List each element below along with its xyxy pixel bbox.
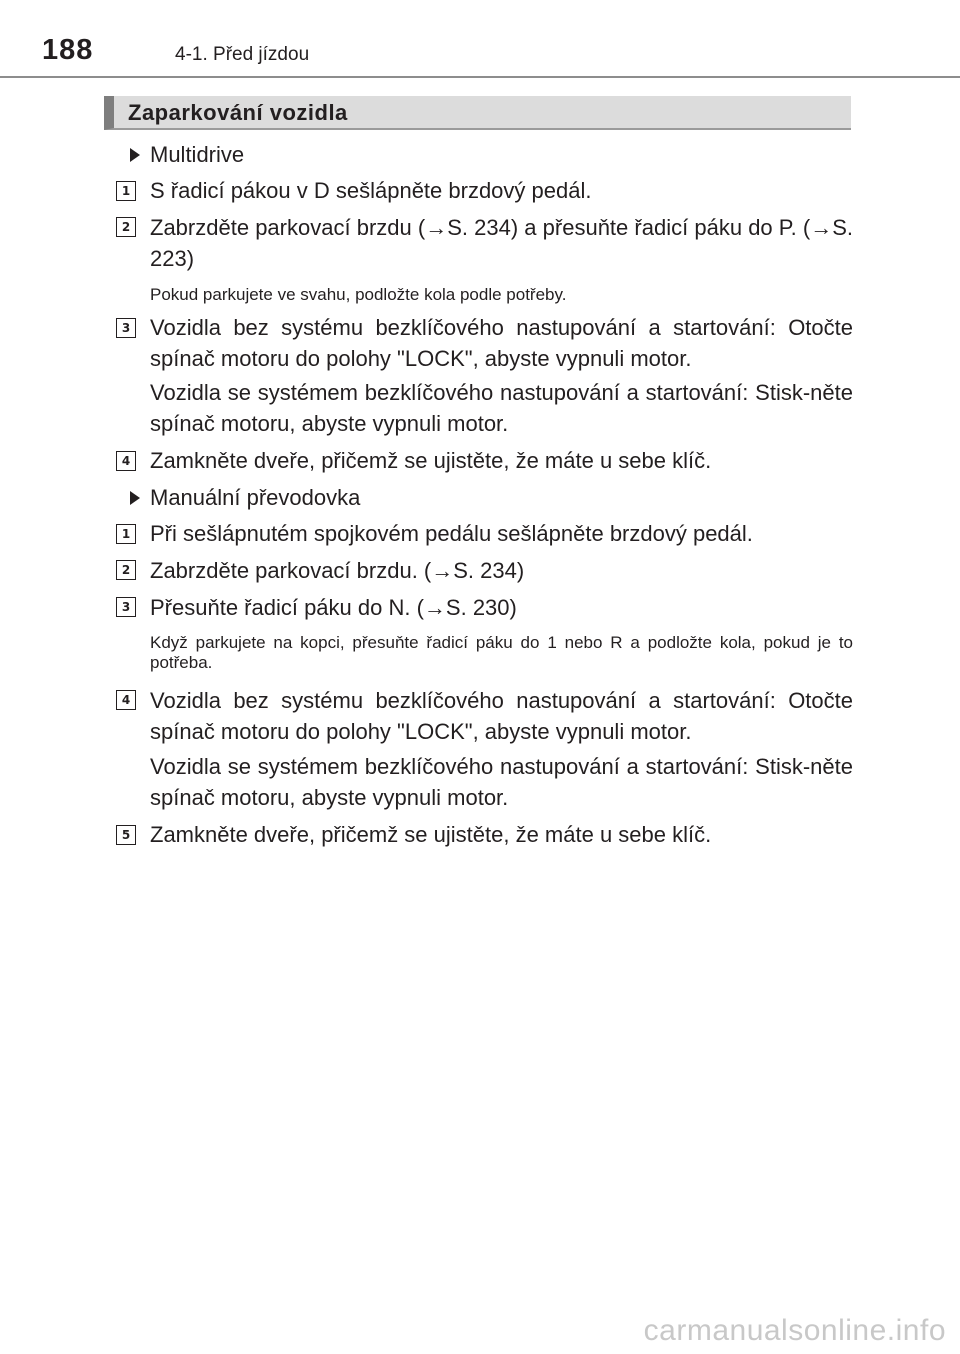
page-header — [0, 0, 960, 80]
watermark-text: carmanualsonline.info — [643, 1314, 946, 1347]
note-text: Když parkujete na kopci, přesuňte řadicí páku do 1 nebo R a podložte kola, pokud je to potřeba. — [150, 633, 853, 672]
step-text: Při sešlápnutém spojkovém pedálu sešlápněte brzdový pedál. — [150, 521, 753, 546]
step-extra-text: Vozidla se systémem bezklíčového nastupování a startování: Stisk-něte spínač motoru, abyste vypnuli motor. — [150, 754, 853, 810]
step-number: 1 — [116, 524, 136, 544]
step-text: Zamkněte dveře, přičemž se ujistěte, že máte u sebe klíč. — [150, 448, 712, 473]
subheading-text: Manuální převodovka — [150, 485, 361, 510]
chapter-title: 4-1. Před jízdou — [175, 44, 310, 65]
section-title: Zaparkování vozidla — [128, 100, 348, 125]
step-text: Zabrzděte parkovací brzdu. (→S. 234) — [150, 558, 525, 583]
triangle-bullet-icon — [130, 148, 140, 162]
step-text: S řadicí pákou v D sešlápněte brzdový pedál. — [150, 178, 592, 203]
note-text: Pokud parkujete ve svahu, podložte kola podle potřeby. — [150, 285, 567, 304]
section-heading-bar — [104, 96, 851, 130]
step-text: Vozidla bez systému bezklíčového nastupování a startování: Otočte spínač motoru do polohy "LOCK", abyste vypnuli motor. — [150, 688, 853, 744]
step-number: 2 — [116, 560, 136, 580]
step-text: Vozidla bez systému bezklíčového nastupování a startování: Otočte spínač motoru do polohy "LOCK", abyste vypnuli motor. — [150, 315, 853, 371]
header-divider — [0, 76, 960, 78]
step-text: Zabrzděte parkovací brzdu (→S. 234) a přesuňte řadicí páku do P. (→S. 223) — [150, 215, 853, 271]
step-number: 4 — [116, 690, 136, 710]
triangle-bullet-icon — [130, 491, 140, 505]
step-number: 3 — [116, 318, 136, 338]
step-extra-text: Vozidla se systémem bezklíčového nastupování a startování: Stisk-něte spínač motoru, abyste vypnuli motor. — [150, 380, 853, 436]
step-text: Přesuňte řadicí páku do N. (→S. 230) — [150, 595, 517, 620]
step-number: 4 — [116, 451, 136, 471]
subheading-text: Multidrive — [150, 142, 245, 167]
page-number: 188 — [42, 34, 94, 66]
step-text: Zamkněte dveře, přičemž se ujistěte, že máte u sebe klíč. — [150, 822, 712, 847]
step-number: 1 — [116, 181, 136, 201]
step-number: 3 — [116, 597, 136, 617]
step-number: 2 — [116, 217, 136, 237]
step-number: 5 — [116, 825, 136, 845]
